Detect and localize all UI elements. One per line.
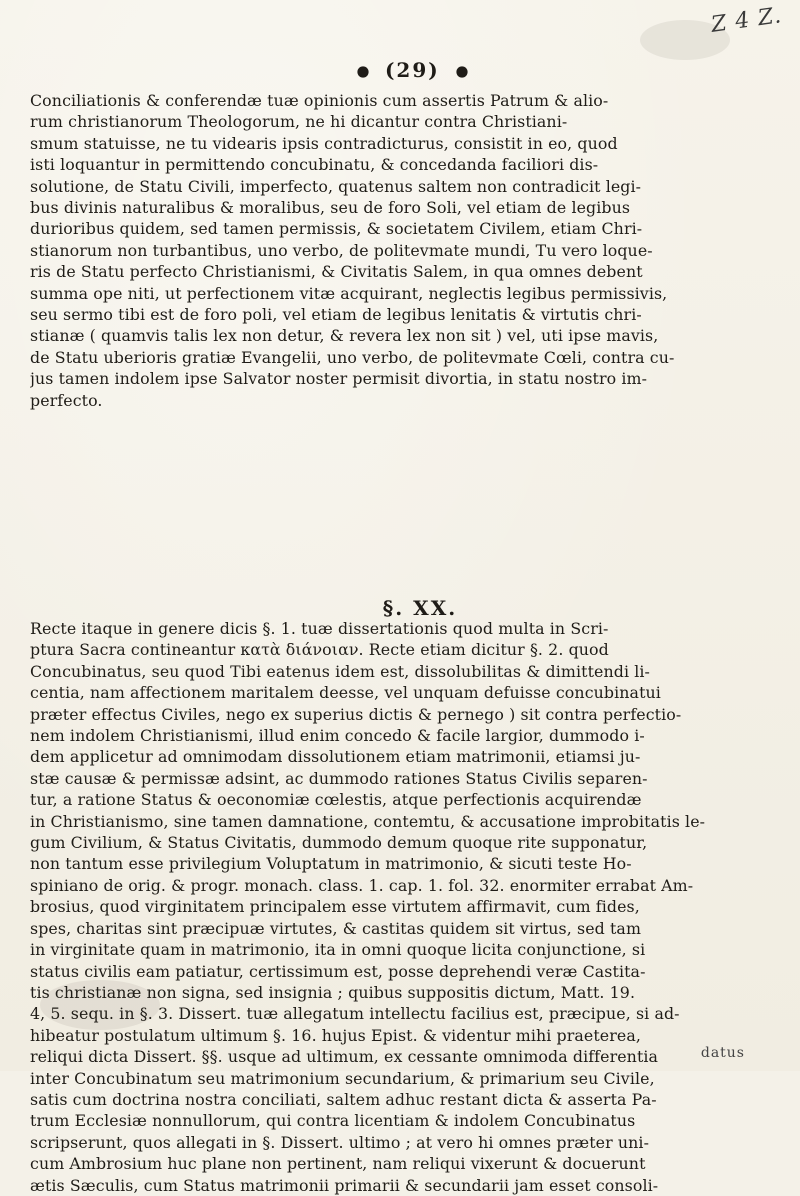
text-line: tur, a ratione Status & oeconomiæ cœlestis, atque perfectionis acquirendæ: [30, 790, 642, 810]
text-line: Recte itaque in genere dicis §. 1. tuæ dissertationis quod multa in Scri-: [30, 619, 609, 638]
page-number-text: (29): [384, 58, 440, 82]
text-line: non tantum esse privilegium Voluptatum in matrimonio, & sicuti teste Ho-: [30, 854, 632, 874]
text-line: brosius, quod virginitatem principalem esse virtutem affirmavit, cum fides,: [30, 897, 640, 917]
text-line: bus divinis naturalibus & moralibus, seu de foro Soli, vel etiam de legibus: [30, 198, 631, 218]
text-line: spes, charitas sint præcipuæ virtutes, & castitas quidem sit virtus, sed tam: [30, 918, 642, 938]
text-line: in Christianismo, sine tamen damnatione, contemtu, & accusatione improbitatis le-: [30, 811, 706, 831]
text-line: tis christianæ non signa, sed insignia ; quibus suppositis dictum, Matt. 19.: [30, 982, 636, 1002]
text-line: inter Concubinatum seu matrimonium secundarium, & primarium seu Civile,: [30, 1068, 655, 1088]
text-line: Conciliationis & conferendæ tuæ opinionis cum assertis Patrum & alio-: [30, 91, 609, 110]
handwritten-corner-mark: Z 4 Z.: [709, 3, 784, 38]
text-line: stæ causæ & permissæ adsint, ac dummodo rationes Status Civilis separen-: [30, 768, 648, 788]
text-line: satis cum doctrina nostra conciliati, saltem adhuc restant dicta & asserta Pa-: [30, 1089, 657, 1109]
text-line: 4, 5. sequ. in §. 3. Dissert. tuæ allegatum intellectu facilius est, præcipue, si ad-: [30, 1004, 680, 1024]
text-line: nem indolem Christianismi, illud enim concedo & facile largior, dummodo i-: [30, 726, 645, 746]
text-line: scripserunt, quos allegati in §. Dissert. ultimo ; at vero hi omnes præter uni-: [30, 1132, 650, 1152]
text-line: rum christianorum Theologorum, ne hi dicantur contra Christiani-: [30, 112, 568, 132]
text-line: solutione, de Statu Civili, imperfecto, quatenus saltem non contradicit legi-: [30, 176, 642, 196]
text-line: ætis Sæculis, cum Status matrimonii primarii & secundarii jam esset consoli-: [30, 1175, 659, 1195]
text-line: smum statuisse, ne tu videaris ipsis contradicturus, consistit in eo, quod: [30, 133, 618, 153]
text-line: Concubinatus, seu quod Tibi eatenus idem est, dissolubilitas & dimittendi li-: [30, 661, 650, 681]
text-line: centia, nam affectionem maritalem deesse, vel unquam defuisse concubinatui: [30, 683, 661, 703]
text-line: stianorum non turbantibus, uno verbo, de politevmate mundi, Tu vero loque-: [30, 240, 653, 260]
text-line: cum Ambrosium huc plane non pertinent, nam reliqui vixerunt & docuerunt: [30, 1154, 646, 1174]
text-line: in virginitate quam in matrimonio, ita in omni quoque licita conjunctione, si: [30, 940, 646, 960]
text-line: reliqui dicta Dissert. §§. usque ad ultimum, ex cessante omnimoda differentia: [30, 1047, 659, 1067]
text-line: summa ope niti, ut perfectionem vitæ acquirant, neglectis legibus permissivis,: [30, 283, 668, 303]
text-line: trum Ecclesiæ nonnullorum, qui contra licentiam & indolem Concubinatus: [30, 1111, 636, 1131]
text-line: jus tamen indolem ipse Salvator noster permisit divortia, in statu nostro im-: [30, 369, 648, 389]
page-number: [350, 58, 475, 82]
text-line: gum Civilium, & Status Civitatis, dummodo demum quoque rite supponatur,: [30, 833, 648, 853]
text-line: ris de Statu perfecto Christianismi, & Civitatis Salem, in qua omnes debent: [30, 262, 643, 282]
text-line: hibeatur postulatum ultimum §. 16. hujus Epist. & videntur mihi praeterea,: [30, 1025, 641, 1045]
text-line: præter effectus Civiles, nego ex superius dictis & pernego ) sit contra perfectio-: [30, 704, 682, 724]
text-line: isti loquantur in permittendo concubinatu, & concedanda faciliori dis-: [30, 155, 599, 175]
text-line: status civilis eam patiatur, certissimum est, posse deprehendi veræ Castita-: [30, 961, 646, 981]
section-heading: §. XX.: [382, 596, 458, 620]
catchword: datus: [700, 1045, 745, 1061]
text-line: ptura Sacra contineantur κατὰ διάνοιαν. Recte etiam dicitur §. 2. quod: [30, 640, 609, 660]
text-line: dem applicetur ad omnimodam dissolutionem etiam matrimonii, etiamsi ju-: [30, 747, 641, 767]
paragraph-2: [30, 618, 786, 1196]
fleuron-ornament-icon: [456, 66, 467, 77]
text-line: spiniano de orig. & progr. monach. class. 1. cap. 1. fol. 32. enormiter errabat Am-: [30, 875, 694, 895]
paragraph-1: [30, 90, 786, 411]
text-line: de Statu uberioris gratiæ Evangelii, uno verbo, de politevmate Cœli, contra cu-: [30, 347, 675, 367]
text-line: perfecto.: [30, 390, 103, 410]
text-line: seu sermo tibi est de foro poli, vel etiam de legibus lenitatis & virtutis chri-: [30, 305, 642, 325]
fleuron-ornament-icon: [357, 66, 368, 77]
text-line: stianæ ( quamvis talis lex non detur, & revera lex non sit ) vel, uti ipse mavis,: [30, 326, 659, 346]
page-header: [30, 58, 784, 90]
text-line: durioribus quidem, sed tamen permissis, & societatem Civilem, etiam Chri-: [30, 219, 643, 239]
